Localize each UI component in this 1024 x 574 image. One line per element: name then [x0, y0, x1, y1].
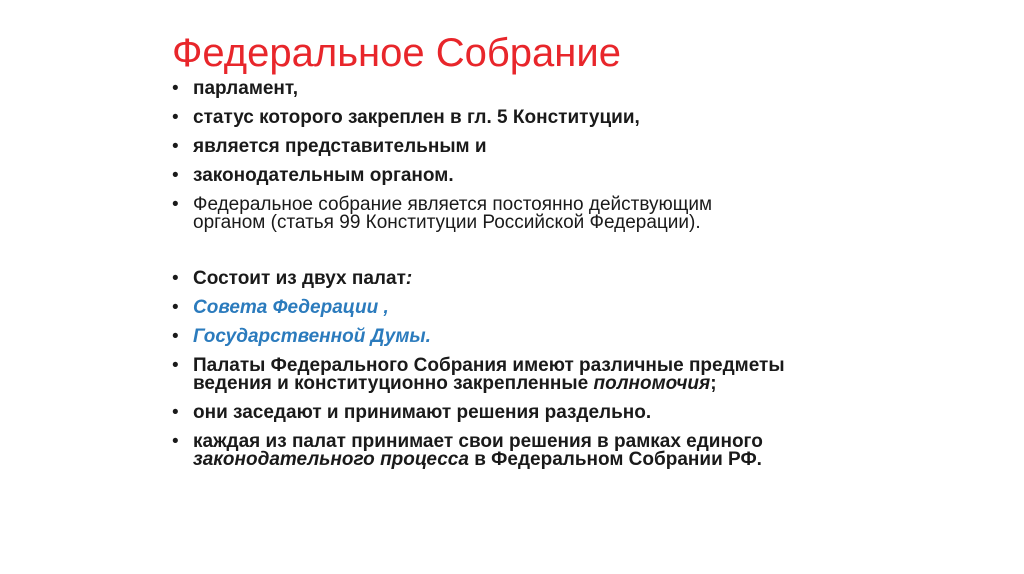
list-item-emphasis: полномочия [593, 373, 711, 394]
list-item-text-end: ; [710, 373, 717, 394]
bullet-icon: • [172, 78, 179, 99]
list-item-text: Состоит из двух палат [193, 268, 406, 289]
list-item-text: статус которого закреплен в гл. 5 Конституции, [193, 107, 640, 128]
list-item-text: парламент, [193, 78, 299, 99]
list-item-text: законодательным органом. [193, 165, 454, 186]
list-item [172, 109, 852, 127]
list-item [172, 270, 852, 288]
bullet-icon: • [172, 402, 179, 423]
list-item [172, 404, 852, 422]
list-item-text: является представительным и [193, 136, 487, 157]
bullet-icon: • [172, 326, 179, 347]
list-item [172, 433, 852, 469]
list-item [172, 167, 852, 185]
bullet-icon: • [172, 268, 179, 289]
bullet-icon: • [172, 165, 179, 186]
bullet-icon: • [172, 297, 179, 318]
list-item-text-line-1: Палаты Федерального Собрания имеют различные предметы [193, 355, 785, 376]
list-item-text-state-duma: Государственной Думы. [193, 326, 431, 347]
bullet-icon: • [172, 194, 179, 215]
list-item-emphasis: законодательного процесса [193, 449, 469, 470]
list-item-text-line-2: в Федеральном Собрании РФ. [468, 449, 762, 470]
list-item [172, 357, 852, 393]
list-item-suffix: : [405, 268, 413, 289]
list-item [172, 299, 852, 317]
list-item-text-line-2: органом (статья 99 Конституции Российской Федерации). [193, 212, 701, 233]
slide-title: Федеральное Собрание [172, 31, 621, 75]
list-item-text-line-2: ведения и конституционно закрепленные [193, 373, 594, 394]
bullet-list [172, 80, 852, 469]
list-item-text: они заседают и принимают решения раздельно. [193, 402, 652, 423]
bullet-icon: • [172, 355, 179, 376]
bullet-icon: • [172, 431, 179, 452]
list-item [172, 328, 852, 346]
list-item [172, 138, 852, 156]
list-item [172, 196, 852, 232]
list-item-text-line-1: Федеральное собрание является постоянно действующим [193, 194, 713, 215]
list-item [172, 80, 852, 98]
list-item-text-line-1: каждая из палат принимает свои решения в рамках единого [193, 431, 763, 452]
list-item-text-federation-council: Совета Федерации , [193, 297, 389, 318]
bullet-icon: • [172, 136, 179, 157]
bullet-icon: • [172, 107, 179, 128]
